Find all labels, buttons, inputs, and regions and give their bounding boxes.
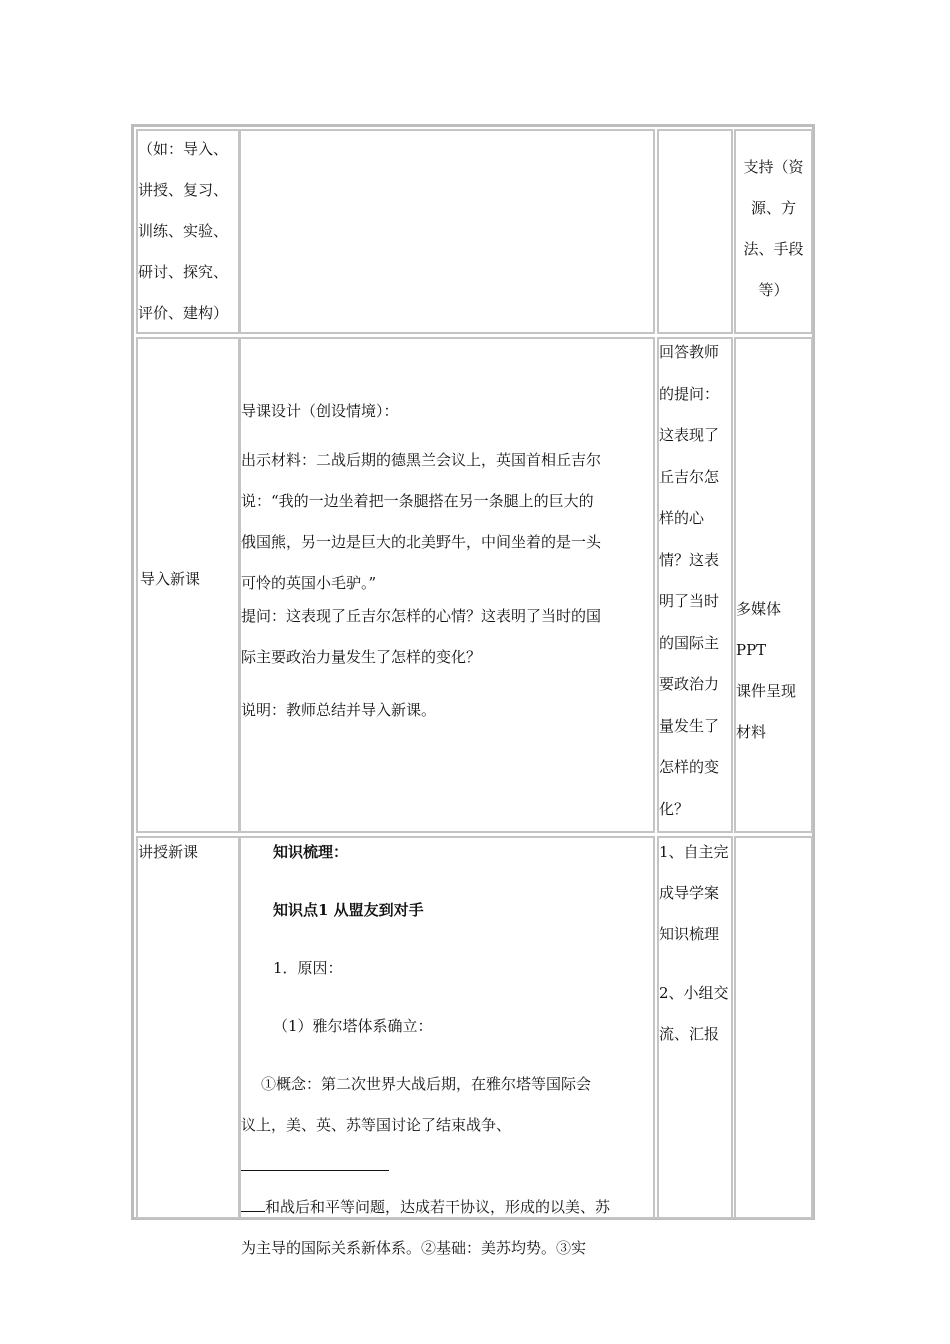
- student-teach-cell: [657, 836, 733, 1219]
- fill-blank[interactable]: [241, 1155, 389, 1171]
- concept-line: 为主导的国际关系新体系。②基础：美苏均势。③实: [241, 1239, 587, 1257]
- sub-heading: （1）雅尔塔体系确立：: [273, 1017, 433, 1035]
- student-line: 要政治力: [659, 675, 720, 693]
- student-line: 化？: [659, 799, 690, 818]
- lesson-plan-table: [131, 124, 815, 1257]
- knowledge-heading: 知识梳理：: [273, 843, 349, 861]
- stage-intro-cell: [136, 337, 240, 833]
- concept-line: [241, 1187, 653, 1228]
- student-header-cell: [657, 129, 733, 334]
- question-line: 际主要政治力量发生了怎样的变化？: [241, 648, 482, 666]
- concept-line: [241, 1105, 653, 1187]
- concept-line: ①概念：第二次世界大战后期，在雅尔塔等国际会: [261, 1075, 592, 1093]
- student-line: 知识梳理: [659, 925, 720, 943]
- cause-heading: 1．原因：: [273, 959, 343, 977]
- student-line: 1、自主完: [659, 843, 729, 861]
- content-intro-cell: [239, 337, 655, 833]
- student-line: 回答教师: [659, 343, 720, 361]
- student-line: 样的心: [659, 509, 705, 527]
- stage-teach-cell: [136, 836, 240, 1219]
- stage-header-line: （如：导入、: [138, 140, 229, 158]
- support-header-line: 支持（资: [743, 158, 804, 176]
- stage-header-cell: [136, 129, 240, 334]
- stage-header-line: 训练、实验、: [138, 222, 229, 240]
- support-intro-cell: [734, 337, 813, 833]
- support-line: 课件呈现: [736, 682, 797, 700]
- support-teach-cell: [734, 836, 813, 1219]
- student-line: 怎样的变: [659, 758, 720, 776]
- student-line: 流、汇报: [659, 1025, 720, 1043]
- stage-label: 导入新课: [140, 570, 201, 588]
- student-line: 明了当时: [659, 592, 720, 610]
- stage-header-line: 讲授、复习、: [138, 181, 229, 199]
- student-line: 量发生了: [659, 716, 720, 735]
- material-line: 说：“我的一边坐着把一条腿搭在另一条腿上的巨大的: [241, 492, 594, 510]
- stage-label: 讲授新课: [138, 843, 199, 861]
- student-line: 的提问：: [659, 384, 720, 403]
- support-header-cell: [734, 129, 813, 334]
- support-line: 材料: [736, 723, 767, 741]
- student-line: 丘吉尔怎: [659, 467, 720, 486]
- question-line: 提问：这表现了丘吉尔怎样的心情？这表明了当时的国: [241, 607, 602, 625]
- support-header-line: 等）: [758, 281, 789, 299]
- material-line: 俄国熊，另一边是巨大的北美野牛，中间坐着的是一头: [241, 533, 602, 551]
- intro-heading: 导课设计（创设情境）：: [241, 402, 399, 420]
- material-line: 出示材料：二战后期的德黑兰会议上，英国首相丘吉尔: [241, 451, 602, 469]
- knowledge-point-title: 知识点1 从盟友到对手: [273, 901, 424, 919]
- support-header-line: 源、方: [750, 199, 796, 217]
- content-teach-cell: [239, 836, 655, 1257]
- stage-header-line: 评价、建构）: [138, 304, 229, 322]
- support-header-line: 法、手段: [743, 240, 804, 258]
- student-line: 情？这表: [659, 550, 720, 569]
- concept-text: 和战后和平等问题，达成若干协议，形成的以美、苏: [265, 1198, 611, 1216]
- concept-text: 议上，美、英、苏等国讨论了结束战争、: [241, 1116, 512, 1134]
- material-line: 可怜的英国小毛驴。”: [241, 574, 377, 592]
- student-line: 这表现了: [659, 426, 720, 444]
- student-intro-cell: [657, 337, 733, 833]
- student-line: 的国际主: [659, 633, 720, 652]
- content-header-cell: [239, 129, 655, 334]
- support-line: 多媒体PPT: [736, 600, 782, 659]
- student-line: 2、小组交: [659, 984, 729, 1002]
- student-line: 成导学案: [659, 884, 720, 902]
- teacher-note: 说明：教师总结并导入新课。: [241, 701, 437, 719]
- fill-blank[interactable]: [241, 1196, 265, 1212]
- stage-header-line: 研讨、探究、: [138, 263, 229, 281]
